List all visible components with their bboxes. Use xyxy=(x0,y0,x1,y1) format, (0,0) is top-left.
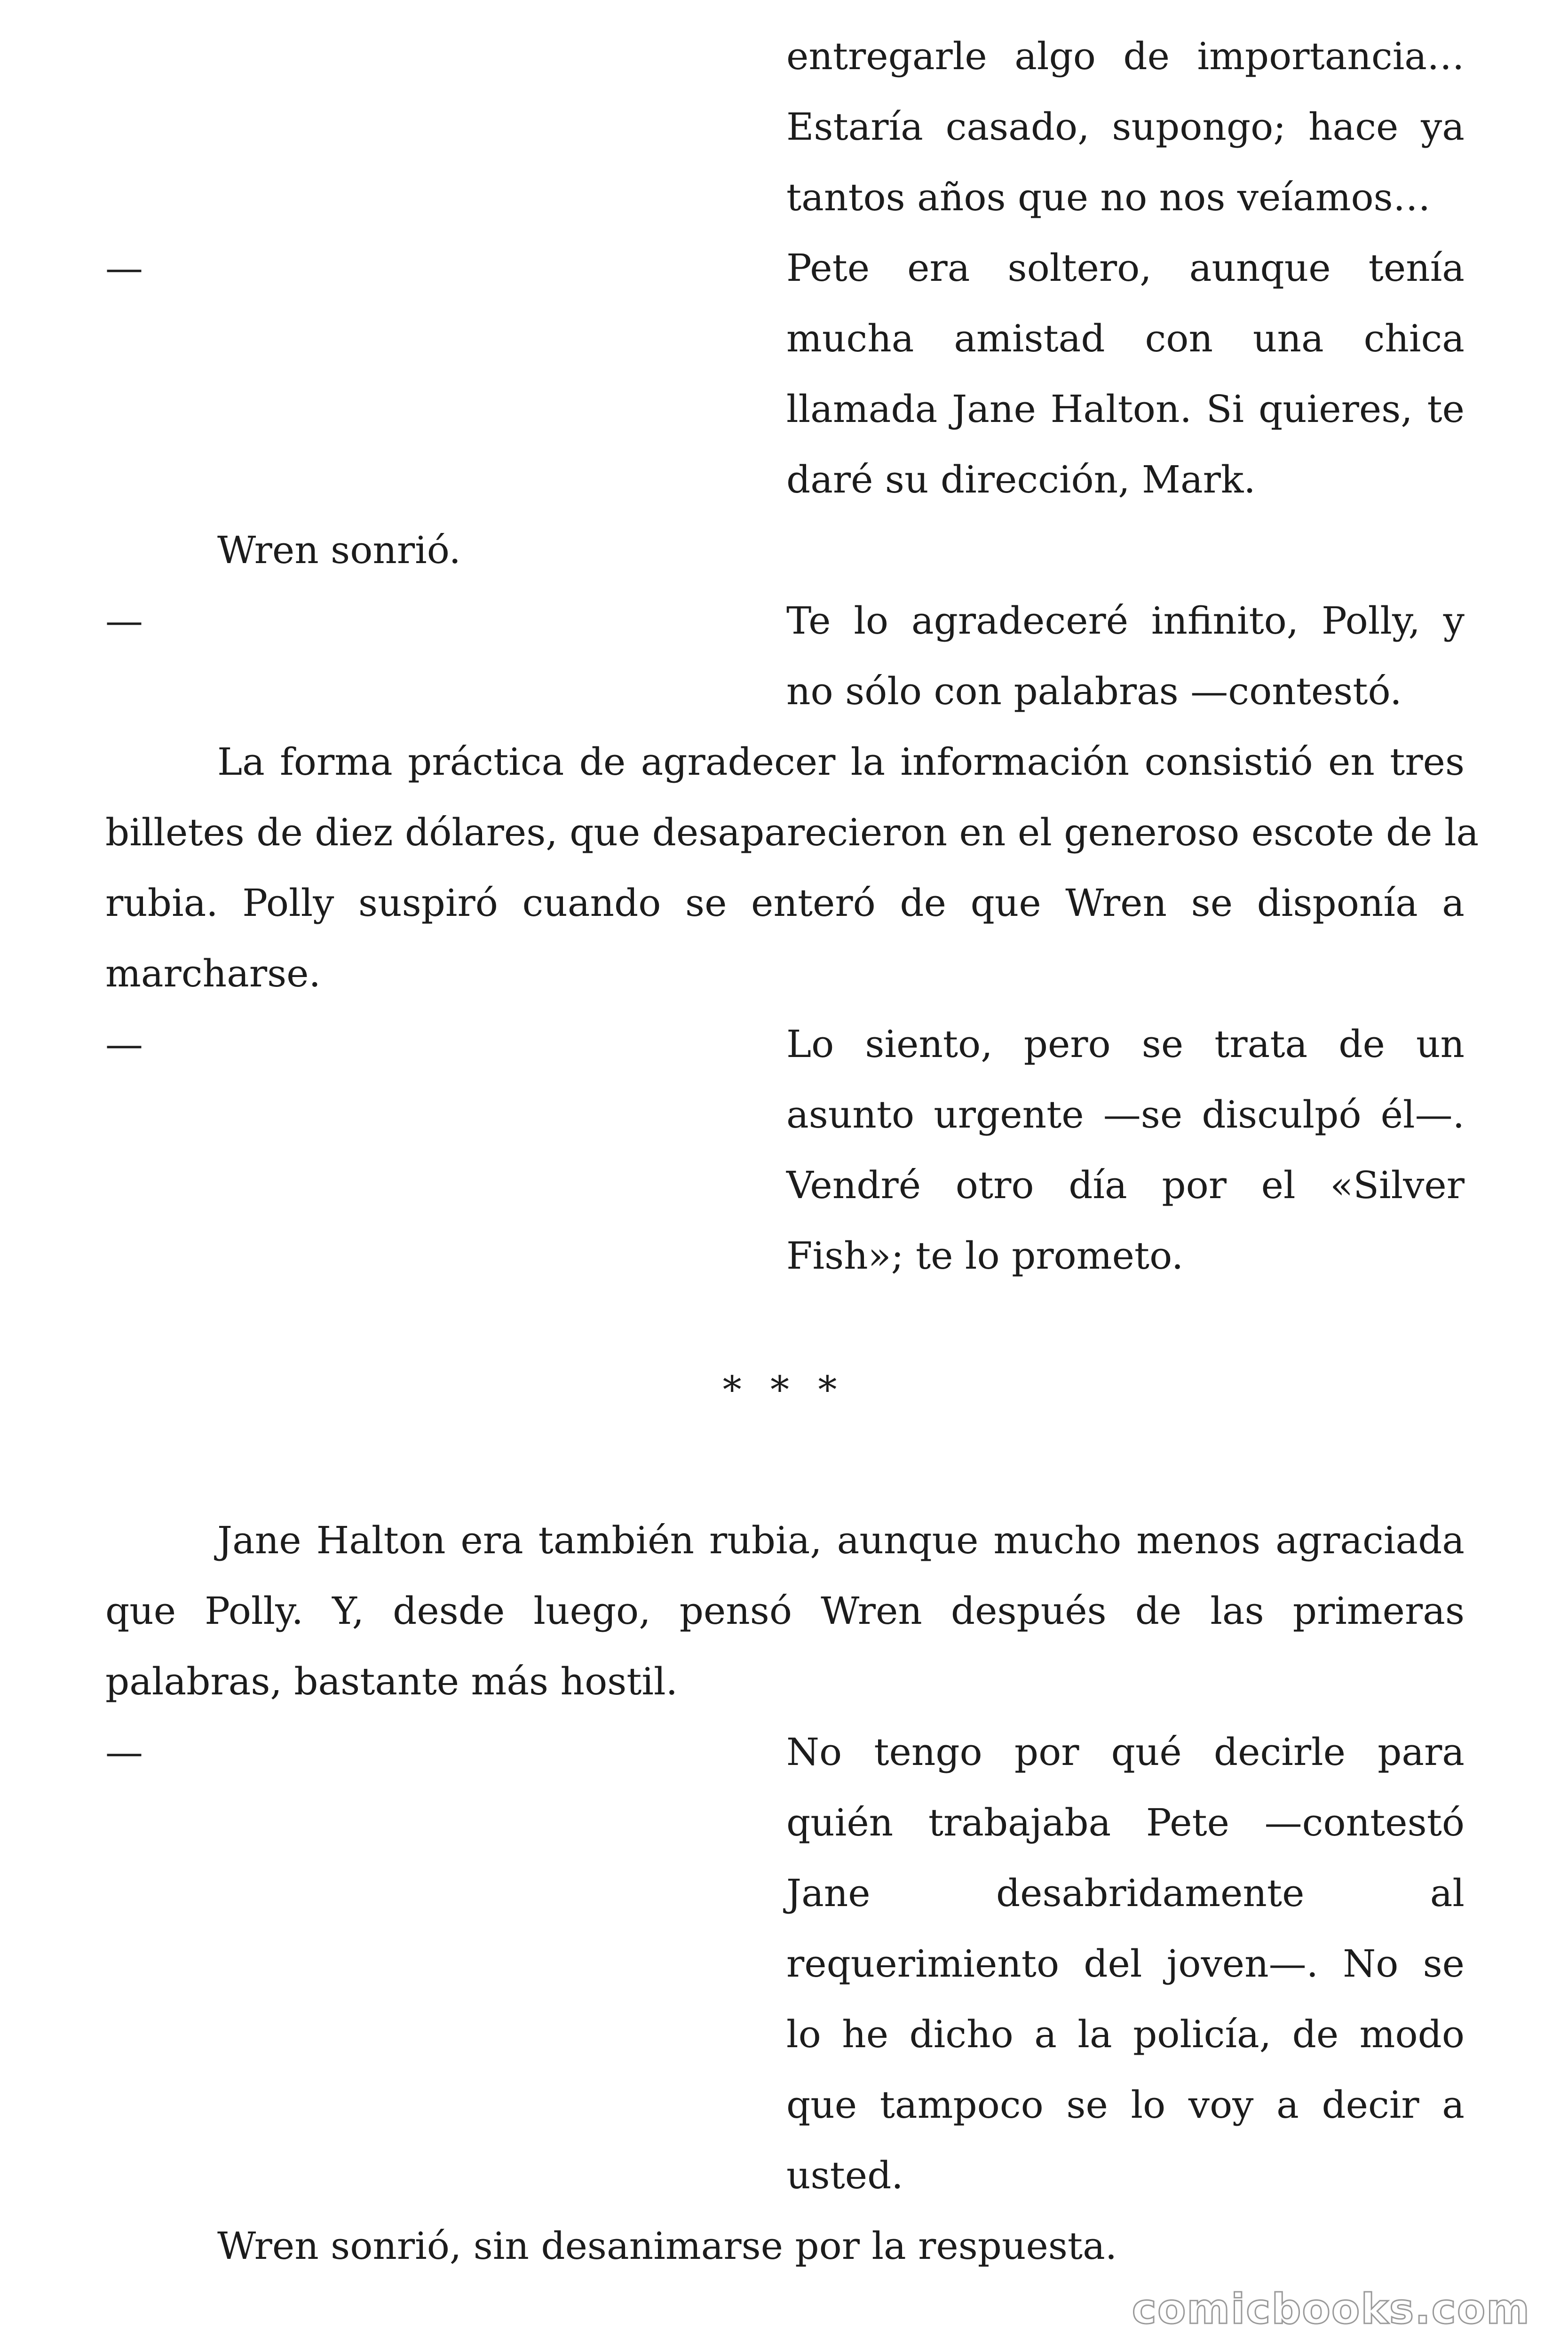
text-line: marcharse. xyxy=(105,952,321,995)
text-line: Estaría casado, supongo; hace ya xyxy=(786,105,1465,149)
text-line: entregarle algo de importancia… xyxy=(786,34,1465,78)
text-line: que Polly. Y, desde luego, pensó Wren después de las primeras xyxy=(105,1589,1465,1633)
text-line: palabras, bastante más hostil. xyxy=(105,1660,678,1703)
text-line: Pete era soltero, aunque tenía xyxy=(786,246,1465,290)
text-line: usted. xyxy=(786,2153,903,2197)
text-line: quién trabajaba Pete —contestó xyxy=(786,1801,1465,1844)
text-line: No tengo por qué decirle para xyxy=(786,1730,1465,1774)
text-line: billetes de diez dólares, que desaparecieron en el generoso escote de la xyxy=(105,810,1479,854)
text-line: Jane desabridamente al xyxy=(786,1871,1465,1915)
text-line: requerimiento del joven—. No se xyxy=(786,1942,1465,1986)
text-line: Lo siento, pero se trata de un xyxy=(786,1022,1465,1066)
text-line: llamada Jane Halton. Si quieres, te xyxy=(786,387,1465,431)
text-line: rubia. Polly suspiró cuando se enteró de que Wren se disponía a xyxy=(105,881,1465,925)
text-line: Jane Halton era también rubia, aunque mucho menos agraciada xyxy=(217,1518,1465,1562)
text-line: Wren sonrió, sin desanimarse por la respuesta. xyxy=(217,2224,1117,2268)
dialogue-dash: — xyxy=(105,1022,143,1066)
text-line: daré su dirección, Mark. xyxy=(786,458,1256,501)
text-line: que tampoco se lo voy a decir a xyxy=(786,2083,1465,2127)
dialogue-dash: — xyxy=(105,599,143,643)
text-line: Wren sonrió. xyxy=(217,528,461,572)
text-line: mucha amistad con una chica xyxy=(786,317,1465,360)
text-line: La forma práctica de agradecer la información consistió en tres xyxy=(217,740,1465,784)
text-line: Fish»; te lo prometo. xyxy=(786,1234,1184,1278)
text-line: tantos años que no nos veíamos… xyxy=(786,175,1431,219)
dialogue-dash: — xyxy=(105,1730,143,1774)
text-line: lo he dicho a la policía, de modo xyxy=(786,2012,1465,2056)
text-line: Vendré otro día por el «Silver xyxy=(786,1163,1465,1207)
dialogue-dash: — xyxy=(105,246,143,290)
watermark-logo: comicbooks.com xyxy=(1132,2285,1530,2333)
text-line: asunto urgente —se disculpó él—. xyxy=(786,1093,1465,1136)
section-separator: * * * xyxy=(722,1368,846,1412)
text-line: no sólo con palabras —contestó. xyxy=(786,669,1402,713)
text-line: Te lo agradeceré infinito, Polly, y xyxy=(786,599,1465,643)
